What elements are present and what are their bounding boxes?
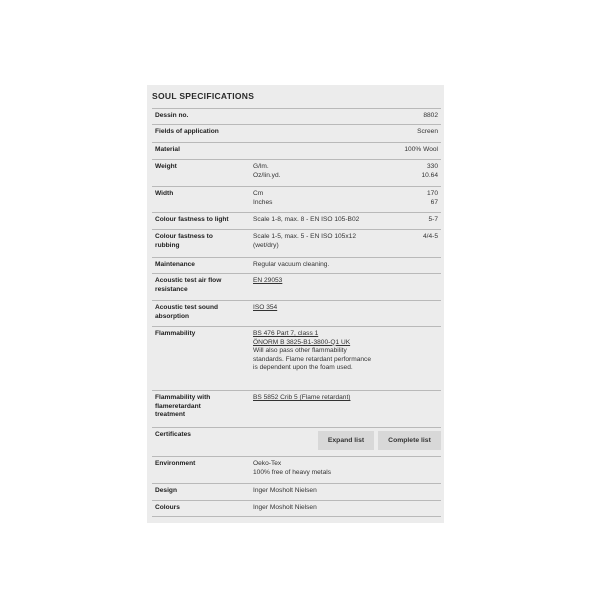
spec-row-certificates	[152, 427, 441, 456]
spec-desc	[253, 330, 407, 373]
spec-label	[155, 394, 247, 420]
desc-line: is dependent upon the foam used.	[253, 364, 353, 372]
unit-line: G/lm.	[253, 163, 269, 170]
unit-line: Oz/lin.yd.	[253, 171, 281, 179]
onorm-link[interactable]: ÖNORM B 3825-B1-3800-Q1 UK	[253, 338, 351, 346]
spec-values	[421, 163, 438, 180]
desc-line: standards. Flame retardant performance	[253, 355, 372, 363]
iso-354-link[interactable]: ISO 354	[253, 304, 278, 311]
spec-row-sound-absorption	[152, 300, 441, 326]
spec-label: Fields of application	[155, 128, 219, 135]
spec-desc: Inger Mosholt Nielsen	[253, 504, 317, 511]
spec-label: Design	[155, 487, 177, 494]
spec-label: Width	[155, 190, 174, 197]
unit-line: Inches	[253, 198, 273, 206]
spec-label: Flammability	[155, 330, 196, 337]
spec-label	[155, 233, 247, 250]
label-line: Colour fastness to	[155, 233, 213, 240]
complete-list-button[interactable]: Complete list	[378, 431, 441, 450]
en-29053-link[interactable]: EN 29053	[253, 277, 283, 284]
spec-desc	[253, 277, 407, 286]
unit-line: Cm	[253, 190, 264, 197]
spec-row-design	[152, 483, 441, 500]
spec-row-weight	[152, 159, 441, 186]
spec-desc	[253, 394, 407, 403]
spec-row-air-flow	[152, 273, 441, 300]
expand-list-button[interactable]: Expand list	[318, 431, 374, 450]
spec-row-maintenance	[152, 257, 441, 273]
spec-row-material	[152, 142, 441, 159]
spec-row-flammability	[152, 326, 441, 390]
spec-label: Colours	[155, 504, 180, 511]
label-line: rubbing	[155, 241, 180, 249]
desc-line: Oeko-Tex	[253, 460, 282, 467]
spec-label: Colour fastness to light	[155, 216, 229, 223]
desc-line: Will also pass other flammability	[253, 347, 347, 355]
spec-value: 8802	[423, 112, 438, 119]
label-line: flameretardant	[155, 402, 201, 410]
spec-value: 5-7	[428, 216, 438, 223]
value-line: 170	[426, 190, 438, 197]
spec-label	[155, 277, 247, 294]
spec-label: Dessin no.	[155, 112, 189, 119]
label-line: Acoustic test air flow	[155, 277, 222, 284]
spec-row-flame-treatment	[152, 390, 441, 427]
value-line: 10.64	[421, 171, 438, 179]
label-line: absorption	[155, 312, 190, 320]
value-line: 67	[430, 198, 438, 206]
spec-desc	[253, 233, 407, 250]
spec-label	[155, 304, 247, 321]
spec-row-rubbing-fastness	[152, 229, 441, 257]
spec-row-dessin	[152, 108, 441, 124]
spec-label: Certificates	[155, 431, 191, 438]
value-line: 330	[426, 163, 438, 170]
spec-row-width	[152, 186, 441, 212]
bs-5852-link[interactable]: BS 5852 Crib 5 (Flame retardant)	[253, 394, 351, 401]
spec-label: Weight	[155, 163, 177, 170]
panel-title: SOUL SPECIFICATIONS	[152, 91, 255, 101]
spec-row-colours	[152, 500, 441, 517]
spec-label: Environment	[155, 460, 196, 467]
spec-row-environment	[152, 456, 441, 483]
bs-476-link[interactable]: BS 476 Part 7, class 1	[253, 330, 319, 337]
specifications-panel	[147, 85, 444, 523]
label-line: treatment	[155, 411, 186, 419]
label-line: Flammability with	[155, 394, 211, 401]
spec-desc	[253, 304, 407, 313]
desc-line: (wet/dry)	[253, 241, 279, 249]
spec-value: 100% Wool	[404, 146, 438, 153]
spec-table	[152, 108, 441, 517]
spec-units	[253, 163, 407, 180]
spec-desc: Scale 1-8, max. 8 - EN ISO 105-B02	[253, 216, 360, 223]
spec-value: Screen	[417, 128, 438, 135]
desc-line: Scale 1-5, max. 5 - EN ISO 105x12	[253, 233, 356, 240]
spec-row-fields	[152, 124, 441, 142]
spec-desc: Regular vacuum cleaning.	[253, 261, 330, 268]
desc-line: 100% free of heavy metals	[253, 468, 332, 476]
spec-desc	[253, 460, 407, 477]
spec-value: 4/4-5	[422, 233, 438, 240]
spec-label: Maintenance	[155, 261, 195, 268]
label-line: resistance	[155, 285, 188, 293]
spec-desc: Inger Mosholt Nielsen	[253, 487, 317, 494]
spec-row-light-fastness	[152, 212, 441, 229]
spec-units	[253, 190, 407, 207]
spec-values	[427, 190, 438, 207]
label-line: Acoustic test sound	[155, 304, 219, 311]
spec-label: Material	[155, 146, 180, 153]
